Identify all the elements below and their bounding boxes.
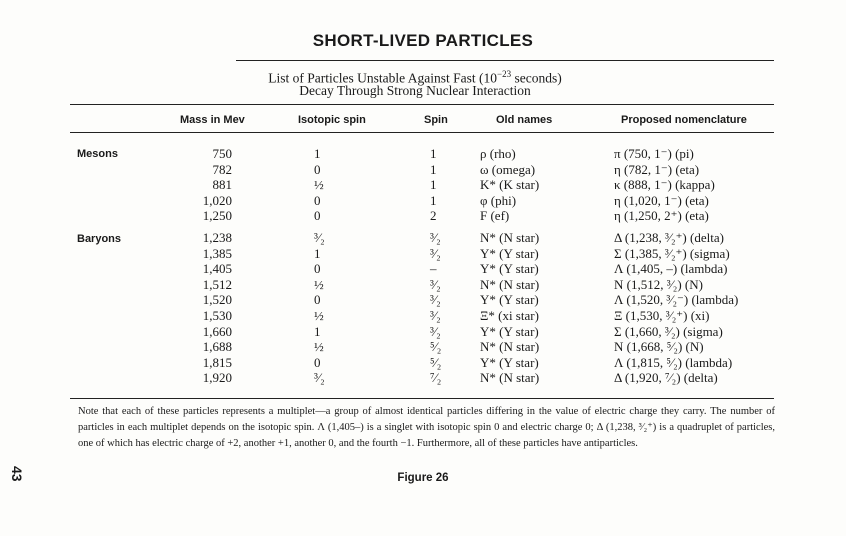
mesons-mass-col	[172, 146, 232, 224]
subtitle-line2: Decay Through Strong Nuclear Interaction	[299, 83, 531, 98]
table-cell: φ (phi)	[480, 192, 517, 208]
table-cell: η (1,020, 1⁻) (eta)	[614, 192, 709, 208]
rule-header-bottom	[70, 132, 774, 133]
table-cell: Y* (Y star)	[480, 323, 539, 339]
figure-caption: Figure 26	[397, 472, 449, 484]
table-cell: ³⁄₂	[430, 230, 441, 245]
table-cell: ρ (rho)	[480, 146, 516, 161]
table-cell: 2	[430, 208, 437, 224]
rule-top	[236, 60, 774, 61]
table-cell: 0	[314, 161, 321, 177]
mesons-spin-col	[430, 146, 437, 224]
table-cell: 1,660	[202, 323, 232, 339]
table-cell: –	[430, 261, 437, 277]
table-cell: Σ (1,385, ³⁄₂⁺) (sigma)	[614, 245, 730, 261]
table-cell: Ξ* (xi star)	[480, 307, 539, 323]
table-cell: 0	[314, 192, 321, 208]
table-cell: 1	[430, 192, 437, 208]
table-cell: 1	[314, 146, 321, 161]
table-cell: Λ (1,520, ³⁄₂⁻) (lambda)	[614, 292, 739, 308]
header-proposed: Proposed nomenclature	[621, 114, 747, 126]
table-cell: 1,250	[202, 208, 232, 224]
table-cell: 0	[314, 261, 321, 277]
table-cell: 782	[212, 161, 232, 177]
table-cell: Y* (Y star)	[480, 261, 539, 277]
table-cell: N (1,512, ³⁄₂) (N)	[614, 276, 703, 292]
table-cell: 0	[314, 354, 321, 370]
table-cell: Ξ (1,530, ³⁄₂⁺) (xi)	[614, 307, 710, 323]
table-cell: π (750, 1⁻) (pi)	[614, 146, 694, 161]
table-cell: 0	[314, 292, 321, 308]
table-cell: N* (N star)	[480, 370, 540, 386]
table-cell: 881	[212, 177, 232, 193]
mesons-proposed-col	[614, 146, 715, 224]
table-cell: Y* (Y star)	[480, 354, 539, 370]
table-cell: 750	[212, 146, 232, 161]
table-cell: ½	[314, 307, 324, 323]
table-cell: N* (N star)	[480, 230, 540, 245]
table-cell: ³⁄₂	[430, 276, 441, 292]
subtitle-line1: List of Particles Unstable Against Fast ($10^{-23}$ seconds)	[268, 69, 562, 86]
table-cell: ⁵⁄₂	[430, 354, 442, 370]
table-cell: 1,520	[202, 292, 232, 308]
rule-header-top	[70, 104, 774, 105]
header-isotopic-spin: Isotopic spin	[298, 114, 366, 126]
table-cell: ³⁄₂	[430, 245, 441, 261]
table-cell: ³⁄₂	[314, 230, 325, 245]
header-old-names: Old names	[496, 114, 553, 126]
table-cell: 1,688	[202, 339, 232, 355]
baryons-old-col	[480, 230, 539, 386]
table-cell: ³⁄₂	[430, 307, 441, 323]
table-cell: Λ (1,405, –) (lambda)	[614, 261, 728, 277]
baryons-isotopic-col	[314, 230, 325, 386]
table-cell: 1,530	[202, 307, 232, 323]
table-cell: κ (888, 1⁻) (kappa)	[614, 177, 715, 193]
table-cell: 1	[430, 177, 437, 193]
header-spin: Spin	[424, 114, 448, 126]
table-cell: N* (N star)	[480, 339, 540, 355]
table-cell: N (1,668, ⁵⁄₂) (N)	[614, 339, 704, 355]
table-cell: ⁵⁄₂	[430, 339, 442, 355]
table-cell: ½	[314, 177, 324, 193]
table-cell: 1	[430, 146, 437, 161]
table-cell: ⁷⁄₂	[430, 370, 442, 386]
table-cell: 0	[314, 208, 321, 224]
table-cell: ½	[314, 276, 324, 292]
table-cell: Λ (1,815, ⁵⁄₂) (lambda)	[614, 354, 733, 370]
footnote: Note that each of these particles represents a multiplet—a group of almost identical particles differing in the value of electric charge they carry. The number of particles in each multiplet depends on the isotopic spin. Λ (1,405–) is a singlet with isotopic spin 0 and electric charge 0; Δ (1,238, ³⁄₂⁺) is a quadruplet of particles, one of which has electric charge of +2, another +1, another 0, and the fourth −1. Furthermore, all of these particles have antiparticles.	[78, 406, 775, 449]
baryons-proposed-col	[614, 230, 738, 386]
mesons-isotopic-col	[314, 146, 324, 224]
table-cell: 1,815	[202, 354, 232, 370]
table-cell: 1,920	[202, 370, 232, 386]
page-title: SHORT-LIVED PARTICLES	[312, 31, 534, 50]
table-cell: ³⁄₂	[314, 370, 325, 386]
header-mass: Mass in Mev	[180, 114, 245, 126]
table-cell: ³⁄₂	[430, 292, 441, 308]
table-cell: Δ (1,920, ⁷⁄₂) (delta)	[614, 370, 718, 386]
table-cell: 1,405	[202, 261, 232, 277]
table-cell: Σ (1,660, ³⁄₂) (sigma)	[614, 323, 723, 339]
table-cell: 1	[314, 245, 321, 261]
table-cell: 1,020	[202, 192, 232, 208]
table-cell: Y* (Y star)	[480, 245, 539, 261]
table-cell: 1	[430, 161, 437, 177]
table-cell: 1	[314, 323, 321, 339]
baryons-mass-col	[172, 230, 232, 386]
table-cell: 1,238	[202, 230, 232, 245]
table-cell: N* (N star)	[480, 276, 540, 292]
table-cell: F (ef)	[480, 208, 510, 224]
table-cell: Δ (1,238, ³⁄₂⁺) (delta)	[614, 230, 724, 245]
page-number: 43	[9, 466, 25, 482]
table-cell: η (782, 1⁻) (eta)	[614, 161, 700, 177]
table-cell: ω (omega)	[480, 161, 536, 177]
table-cell: η (1,250, 2⁺) (eta)	[614, 208, 709, 224]
table-cell: 1,512	[202, 276, 232, 292]
baryons-spin-col	[430, 230, 441, 386]
table-cell: Y* (Y star)	[480, 292, 539, 308]
rule-table-bottom	[70, 398, 774, 399]
table-cell: ³⁄₂	[430, 323, 441, 339]
table-cell: K* (K star)	[480, 177, 540, 193]
mesons-old-col	[480, 146, 539, 224]
group-label-baryons: Baryons	[77, 233, 122, 245]
table-cell: ½	[314, 339, 324, 355]
group-label-mesons: Mesons	[77, 148, 118, 160]
table-cell: 1,385	[202, 245, 232, 261]
